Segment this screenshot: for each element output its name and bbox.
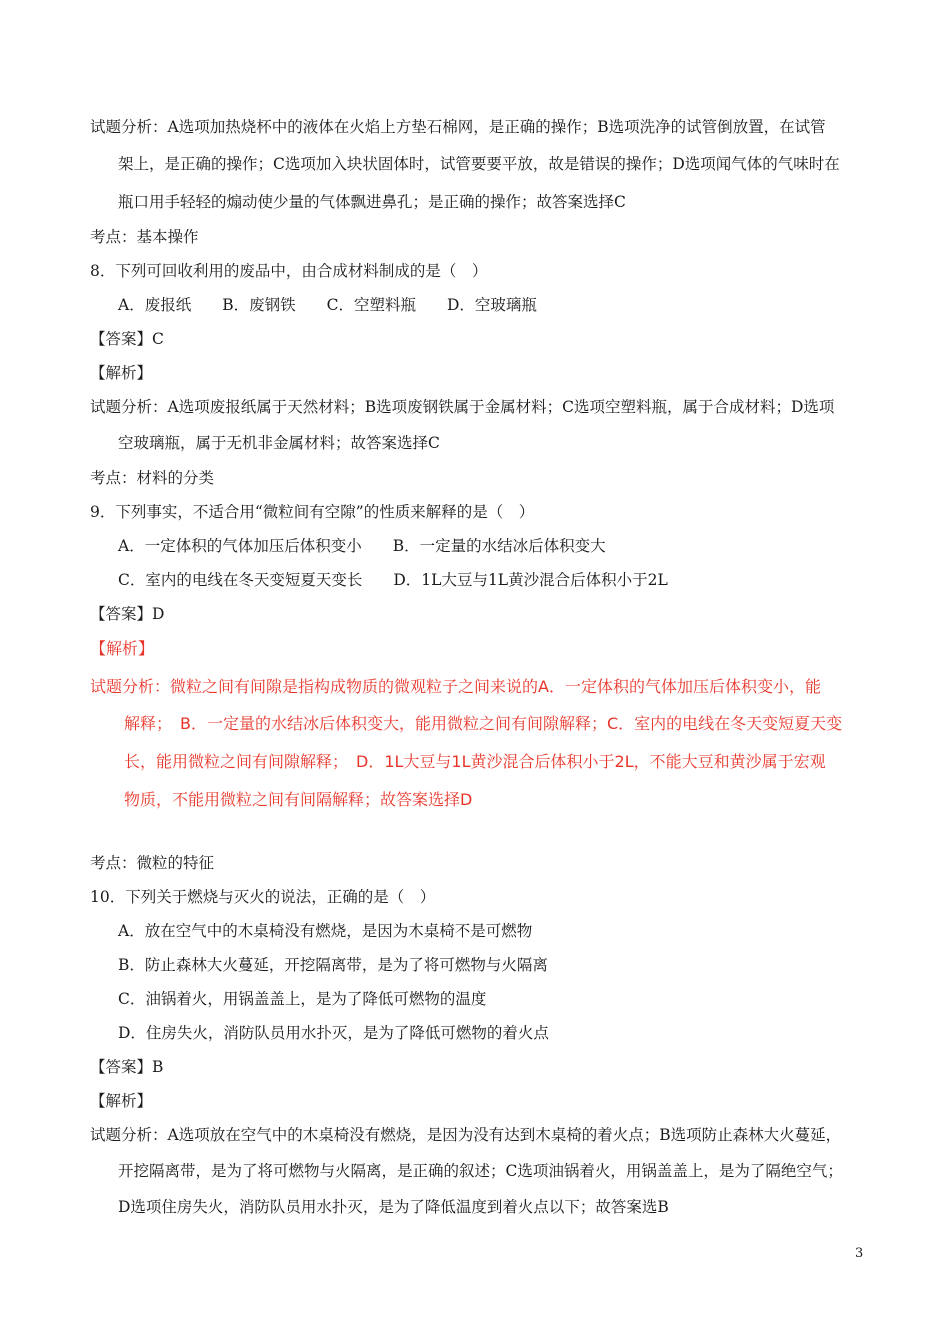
q9-answer: 【答案】D — [90, 605, 165, 623]
q9-analysis-line-3: 长，能用微粒之间有间隙解释； D．1L大豆与1L黄沙混合后体积小于2L，不能大豆和黄沙属于宏观 — [124, 752, 826, 771]
q9-options-row-2: C．室内的电线在冬天变短夏天变长 D．1L大豆与1L黄沙混合后体积小于2L — [118, 571, 668, 589]
q8-analysis-line-1: 试题分析：A选项废报纸属于天然材料；B选项废钢铁属于金属材料；C选项空塑料瓶，属于合成材料；D选项 — [90, 398, 835, 416]
q8-jiexi-label: 【解析】 — [90, 364, 153, 382]
q7-analysis-line-1: 试题分析：A选项加热烧杯中的液体在火焰上方垫石棉网，是正确的操作；B选项洗净的试管倒放置，在试管 — [90, 118, 826, 136]
q8-options: A．废报纸 B．废钢铁 C．空塑料瓶 D．空玻璃瓶 — [118, 296, 537, 314]
q10-jiexi-label: 【解析】 — [90, 1092, 153, 1110]
q10-analysis-line-1: 试题分析：A选项放在空气中的木桌椅没有燃烧，是因为没有达到木桌椅的着火点；B选项防止森林大火蔓延， — [90, 1126, 842, 1144]
q10-answer: 【答案】B — [90, 1058, 164, 1076]
q10-option-d: D．住房失火，消防队员用水扑灭，是为了降低可燃物的着火点 — [118, 1024, 549, 1042]
q10-question: 10．下列关于燃烧与灭火的说法，正确的是（ ） — [90, 888, 436, 906]
q8-analysis-line-2: 空玻璃瓶，属于无机非金属材料；故答案选择C — [118, 434, 440, 452]
q9-kaodian: 考点：微粒的特征 — [90, 854, 215, 872]
q9-analysis-line-1: 试题分析：微粒之间有间隙是指构成物质的微观粒子之间来说的A．一定体积的气体加压后体积变小，能 — [90, 677, 821, 696]
q10-option-b: B．防止森林大火蔓延，开挖隔离带，是为了将可燃物与火隔离 — [118, 956, 548, 974]
q9-jiexi-label: 【解析】 — [90, 639, 155, 658]
q9-question: 9．下列事实，不适合用“微粒间有空隙”的性质来解释的是（ ） — [90, 503, 535, 521]
q8-kaodian: 考点：材料的分类 — [90, 469, 215, 487]
q10-option-a: A．放在空气中的木桌椅没有燃烧，是因为木桌椅不是可燃物 — [118, 922, 533, 940]
q10-analysis-line-2: 开挖隔离带，是为了将可燃物与火隔离，是正确的叙述；C选项油锅着火，用锅盖盖上，是为了隔绝空气； — [118, 1162, 843, 1180]
q9-options-row-1: A．一定体积的气体加压后体积变小 B．一定量的水结冰后体积变大 — [118, 537, 606, 555]
q8-answer: 【答案】C — [90, 330, 164, 348]
q7-kaodian: 考点：基本操作 — [90, 228, 199, 246]
q7-analysis-line-2: 架上，是正确的操作；C选项加入块状固体时，试管要要平放，故是错误的操作；D选项闻气体的气味时在 — [118, 155, 840, 173]
q9-analysis-line-2: 解释； B．一定量的水结冰后体积变大，能用微粒之间有间隙解释；C．室内的电线在冬天变短夏天变 — [124, 714, 843, 733]
q8-question: 8．下列可回收利用的废品中，由合成材料制成的是（ ） — [90, 262, 488, 280]
q10-analysis-line-3: D选项住房失火，消防队员用水扑灭，是为了降低温度到着火点以下；故答案选B — [118, 1198, 669, 1216]
q7-analysis-line-3: 瓶口用手轻轻的煽动使少量的气体飘进鼻孔；是正确的操作；故答案选择C — [118, 193, 626, 211]
q10-option-c: C．油锅着火，用锅盖盖上，是为了降低可燃物的温度 — [118, 990, 487, 1008]
q9-analysis-line-4: 物质，不能用微粒之间有间隔解释；故答案选择D — [124, 790, 473, 809]
page-number: 3 — [855, 1246, 864, 1261]
